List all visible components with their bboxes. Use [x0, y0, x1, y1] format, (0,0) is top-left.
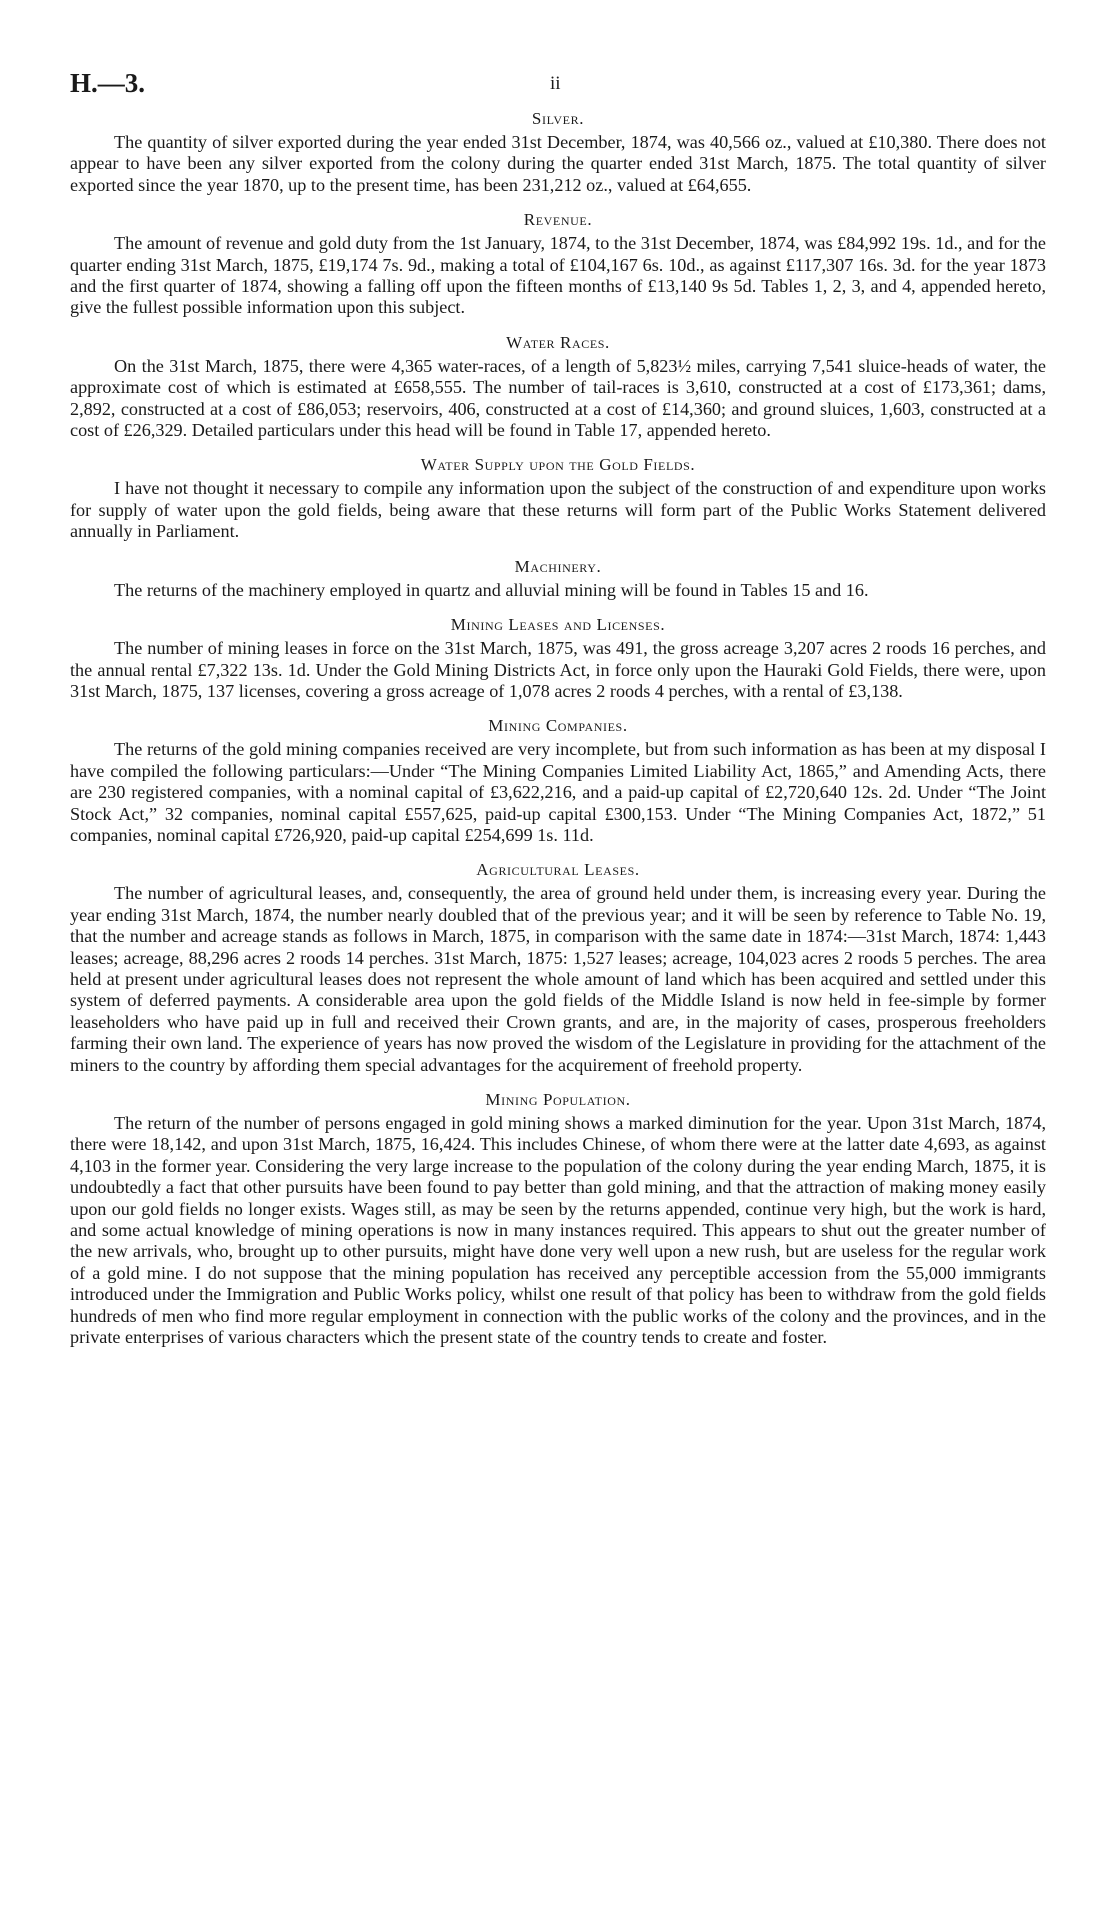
page-number: ii [550, 73, 561, 94]
section-heading: Mining Leases and Licenses. [450, 615, 666, 635]
section-heading: Agricultural Leases. [476, 860, 640, 880]
section-machinery [70, 556, 1046, 601]
section-paragraph: The amount of revenue and gold duty from the 1st January, 1874, to the 31st December, 1874, was £84,992 19s. 1d., and for the quarter ending 31st March, 1875, £19,174 7s. 9d., making a total of £104,167 6s. 10d., as against £117,307 16s. 3d. for the year 1873 and the first quarter of 1874, showing a falling off upon the fifteen months of £13,140 9s 5d. Tables 1, 2, 3, and 4, appended hereto, give the fullest possible information upon this subject. [70, 233, 1046, 318]
section-paragraph: The returns of the gold mining companies received are very incomplete, but from such information as has been at my disposal I have compiled the following particulars:—Under “The Mining Companies Limited Liability Act, 1865,” and Amending Acts, there are 230 registered companies, with a nominal capital of £3,622,216, and a paid-up capital of £2,720,640 12s. 2d. Under “The Joint Stock Act,” 32 companies, nominal capital £557,625, paid-up capital £300,153. Under “The Mining Companies Act, 1872,” 51 companies, nominal capital £726,920, paid-up capital £254,699 1s. 11d. [70, 739, 1046, 845]
section-paragraph: I have not thought it necessary to compile any information upon the subject of the construction of and expenditure upon works for supply of water upon the gold fields, being aware that these returns will form part of the Public Works Statement delivered annually in Parliament. [70, 478, 1046, 542]
section-heading: Revenue. [523, 210, 593, 230]
section-mining-leases [70, 614, 1046, 702]
section-water-races [70, 332, 1046, 442]
section-silver [70, 108, 1046, 196]
section-paragraph: On the 31st March, 1875, there were 4,365 water-races, of a length of 5,823½ miles, carrying 7,541 sluice-heads of water, the approximate cost of which is estimated at £658,555. The number of tail-races is 3,610, constructed at a cost of £173,361; dams, 2,892, constructed at a cost of £86,053; reservoirs, 406, constructed at a cost of £14,360; and ground sluices, 1,603, constructed at a cost of £26,329. Detailed particulars under this head will be found in Table 17, appended hereto. [70, 355, 1046, 441]
document-reference: H.—3. [70, 68, 146, 98]
section-paragraph: The return of the number of persons engaged in gold mining shows a marked diminution for the year. Upon 31st March, 1874, there were 18,142, and upon 31st March, 1875, 16,424. This includes Chinese, of whom there were at the latter date 4,693, as against 4,103 in the former year. Considering the very large increase to the population of the colony during the year ending March, 1875, it is undoubtedly a fact that other pursuits have been found to pay better than gold mining, and that the attraction of making money easily upon our gold fields no longer exists. Wages still, as may be seen by the returns appended, continue very high, but the work is hard, and some actual knowledge of mining operations is now in many instances required. This appears to shut out the greater number of the new arrivals, who, brought up to other pursuits, might have done very well upon a new rush, but are useless for the regular work of a gold mine. I do not suppose that the mining population has received any perceptible accession from the 55,000 immigrants introduced under the Immigration and Public Works policy, whilst one result of that policy has been to withdraw from the gold fields hundreds of men who find more regular employment in connection with the public works of the colony and the provinces, and in the private enterprises of various characters which the present state of the country tends to create and foster. [70, 1113, 1046, 1348]
section-mining-population [70, 1089, 1046, 1348]
section-revenue [70, 209, 1046, 319]
document-page [70, 68, 1046, 1348]
section-heading: Water Races. [506, 332, 610, 352]
section-heading: Mining Companies. [488, 716, 628, 736]
section-heading: Machinery. [514, 556, 602, 576]
page-header [70, 68, 1046, 108]
section-heading: Water Supply upon the Gold Fields. [420, 455, 696, 475]
section-agricultural-leases [70, 859, 1046, 1076]
section-paragraph: The number of agricultural leases, and, consequently, the area of ground held under them, is increasing every year. During the year ending 31st March, 1874, the number nearly doubled that of the previous year; and it will be seen by reference to Table No. 19, that the number and acreage stands as follows in March, 1875, in comparison with the same date in 1874:—31st March, 1874: 1,443 leases; acreage, 88,296 acres 2 roods 14 perches. 31st March, 1875: 1,527 leases; acreage, 104,023 acres 2 roods 5 perches. The area held at present under agricultural leases does not represent the whole amount of land which has been acquired and settled under this system of deferred payments. A considerable area upon the gold fields of the Middle Island is now held in fee-simple by former leaseholders who have paid up in full and received their Crown grants, and are, in the majority of cases, prosperous freeholders farming their own land. The experience of years has now proved the wisdom of the Legislature in providing for the attachment of the miners to the country by affording them special advantages for the acquirement of freehold property. [70, 883, 1046, 1075]
section-paragraph: The number of mining leases in force on the 31st March, 1875, was 491, the gross acreage 3,207 acres 2 roods 16 perches, and the annual rental £7,322 13s. 1d. Under the Gold Mining Districts Act, in force only upon the Hauraki Gold Fields, there were, upon 31st March, 1875, 137 licenses, covering a gross acreage of 1,078 acres 2 roods 4 perches, with a rental of £3,138. [70, 638, 1046, 701]
section-mining-companies [70, 715, 1046, 846]
section-heading: Mining Population. [485, 1090, 631, 1109]
section-water-supply [70, 454, 1046, 542]
section-paragraph: The quantity of silver exported during the year ended 31st December, 1874, was 40,566 oz., valued at £10,380. There does not appear to have been any silver exported from the colony during the quarter ended 31st March, 1875. The total quantity of silver exported since the year 1870, up to the present time, has been 231,212 oz., valued at £64,655. [70, 132, 1046, 195]
section-paragraph: The returns of the machinery employed in quartz and alluvial mining will be found in Tables 15 and 16. [114, 579, 869, 600]
section-heading: Silver. [531, 109, 585, 128]
